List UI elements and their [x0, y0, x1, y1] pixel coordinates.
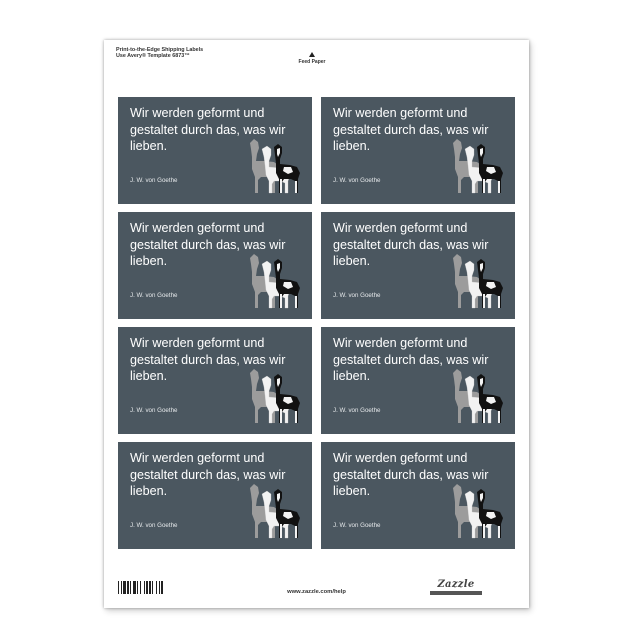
footer-url: www.zazzle.com/help [287, 589, 346, 595]
shipping-label [118, 327, 312, 434]
quote-line: Wir werden geformt und [130, 106, 265, 120]
label-author: J. W. von Goethe [333, 177, 381, 184]
header-title: Print-to-the-Edge Shipping Labels [116, 47, 204, 53]
quote-line: gestaltet durch das, was wir [333, 237, 489, 252]
great-dane-silhouettes-icon [244, 367, 304, 427]
sheet-header [116, 47, 203, 60]
quote-line: Wir werden geformt und [130, 336, 265, 350]
arrow-up-icon [309, 52, 315, 57]
quote-line: lieben. [333, 484, 371, 498]
label-author: J. W. von Goethe [130, 522, 178, 529]
shipping-label [118, 442, 312, 549]
quote-line: gestaltet durch das, was wir [130, 352, 286, 367]
quote-line: lieben. [130, 254, 168, 268]
great-dane-silhouettes-icon [244, 137, 304, 197]
quote-line: Wir werden geformt und [333, 221, 468, 235]
label-author: J. W. von Goethe [333, 407, 381, 414]
quote-line: Wir werden geformt und [333, 106, 468, 120]
label-sheet [104, 40, 529, 608]
great-dane-silhouettes-icon [244, 252, 304, 312]
great-dane-silhouettes-icon [447, 482, 507, 542]
feed-label: Feed Paper [298, 59, 326, 65]
quote-line: gestaltet durch das, was wir [333, 467, 489, 482]
quote-line: Wir werden geformt und [130, 451, 265, 465]
quote-line: gestaltet durch das, was wir [130, 237, 286, 252]
great-dane-silhouettes-icon [244, 482, 304, 542]
shipping-label [118, 212, 312, 319]
label-author: J. W. von Goethe [130, 407, 178, 414]
quote-line: lieben. [130, 484, 168, 498]
label-author: J. W. von Goethe [333, 522, 381, 529]
quote-line: lieben. [333, 369, 371, 383]
quote-line: lieben. [130, 139, 168, 153]
quote-line: gestaltet durch das, was wir [333, 122, 489, 137]
quote-line: lieben. [130, 369, 168, 383]
great-dane-silhouettes-icon [447, 137, 507, 197]
label-author: J. W. von Goethe [130, 292, 178, 299]
shipping-label [321, 327, 515, 434]
shipping-label [118, 97, 312, 204]
shipping-label [321, 97, 515, 204]
label-author: J. W. von Goethe [130, 177, 178, 184]
quote-line: gestaltet durch das, was wir [130, 122, 286, 137]
logo-wordmark: Zazzle [437, 579, 475, 590]
quote-line: Wir werden geformt und [333, 451, 468, 465]
zazzle-logo [430, 580, 482, 595]
quote-line: lieben. [333, 254, 371, 268]
shipping-label [321, 442, 515, 549]
logo-underline [430, 591, 482, 595]
header-template: Use Avery® Template 6873™ [116, 53, 190, 60]
shipping-label [321, 212, 515, 319]
quote-line: lieben. [333, 139, 371, 153]
great-dane-silhouettes-icon [447, 367, 507, 427]
great-dane-silhouettes-icon [447, 252, 507, 312]
label-author: J. W. von Goethe [333, 292, 381, 299]
quote-line: gestaltet durch das, was wir [130, 467, 286, 482]
quote-line: Wir werden geformt und [333, 336, 468, 350]
feed-indicator [284, 52, 340, 65]
quote-line: Wir werden geformt und [130, 221, 265, 235]
quote-line: gestaltet durch das, was wir [333, 352, 489, 367]
